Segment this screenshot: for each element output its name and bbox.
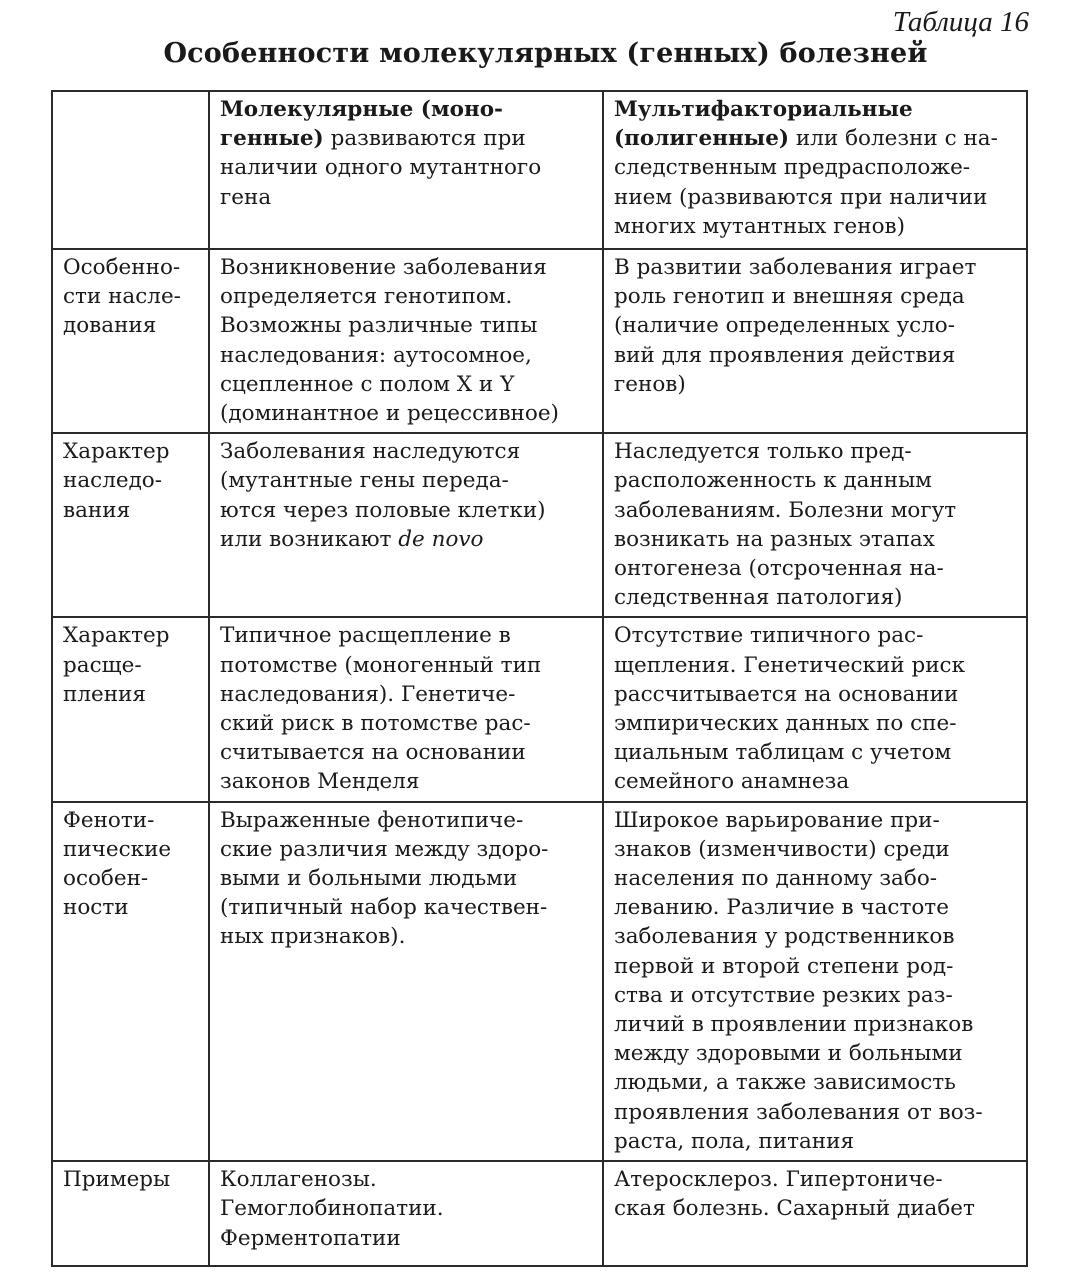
row-label-cell [52, 617, 209, 801]
monogenic-cell [209, 802, 603, 1161]
cell-line: Выраженные фенотипиче- [220, 807, 524, 833]
table-row [52, 1161, 1027, 1266]
header-monogenic-line: гена [220, 184, 272, 210]
cell-line: В развитии заболевания играет [614, 255, 977, 280]
cell-line: ных признаков). [220, 924, 406, 950]
table-number: Таблица 16 [892, 6, 1029, 38]
monogenic-cell [209, 249, 603, 433]
cell-line: (наличие определенных усло- [614, 313, 956, 339]
row-label-line: дования [63, 313, 157, 339]
header-multifactorial-text: или болезни с на- [789, 126, 998, 152]
table-header-row [52, 91, 1027, 249]
cell-line: Коллагенозы. [220, 1167, 377, 1193]
cell-line: рассчитывается на основании [614, 681, 959, 707]
cell-line: Гемоглобинопатии. [220, 1196, 444, 1222]
cell-line: наследования). Генетиче- [220, 681, 516, 707]
cell-line: потомстве (моногенный тип [220, 652, 542, 678]
cell-line: законов Менделя [220, 769, 420, 795]
multifactorial-cell [603, 617, 1027, 801]
cell-line: семейного анамнеза [614, 769, 850, 795]
cell-line: ские различия между здоро- [220, 836, 549, 862]
row-label-line: Особенно- [63, 255, 181, 280]
row-label-cell [52, 249, 209, 433]
comparison-table [51, 90, 1028, 1267]
header-multifactorial-line [614, 124, 1018, 153]
row-label-line: пления [63, 681, 146, 707]
table-row [52, 249, 1027, 433]
cell-line: раста, пола, питания [614, 1128, 855, 1154]
cell-line: роль генотип и внешняя среда [614, 284, 965, 310]
cell-line: щепления. Генетический риск [614, 652, 966, 678]
cell-line [220, 525, 594, 554]
cell-line: вий для проявления действия [614, 342, 956, 368]
cell-line: Ферментопатии [220, 1225, 401, 1251]
cell-line: Типичное расщепление в [220, 623, 511, 649]
row-label-line: сти насле- [63, 284, 181, 310]
header-monogenic-text: развиваются при [323, 126, 526, 152]
multifactorial-cell [603, 1161, 1027, 1266]
table-title: Особенности молекулярных (генных) болезней [163, 38, 928, 69]
cell-line: первой и второй степени род- [614, 953, 954, 979]
cell-line: эмпирических данных по спе- [614, 711, 957, 737]
cell-line: выми и больными людьми [220, 866, 518, 892]
cell-line: ства и отсутствие резких раз- [614, 982, 953, 1008]
cell-text: или возникают [220, 526, 399, 552]
monogenic-cell [209, 1161, 603, 1266]
monogenic-cell [209, 617, 603, 801]
header-multifactorial-line: многих мутантных генов) [614, 213, 906, 239]
cell-line: расположенность к данным [614, 468, 932, 494]
cell-line: (мутантные гены переда- [220, 468, 509, 494]
de-novo-term: de novo [398, 526, 484, 552]
cell-line: ский риск в потомстве рас- [220, 711, 531, 737]
cell-line: следственная патология) [614, 585, 903, 611]
cell-line: личий в проявлении признаков [614, 1012, 974, 1038]
cell-line: населения по данному забо- [614, 866, 938, 892]
header-multifactorial-line: следственным предрасположе- [614, 155, 971, 181]
row-label-line: наследо- [63, 468, 163, 494]
row-label-cell [52, 1161, 209, 1266]
cell-line: леванию. Различие в частоте [614, 895, 949, 921]
cell-line: онтогенеза (отсроченная на- [614, 556, 944, 582]
monogenic-cell [209, 433, 603, 617]
header-cell-multifactorial [603, 91, 1027, 249]
header-monogenic-line: наличии одного мутантного [220, 155, 542, 181]
header-multifactorial-bold: (полигенные) [614, 126, 790, 152]
cell-line: наследования: аутосомное, [220, 342, 532, 368]
cell-line: (доминантное и рецессивное) [220, 401, 559, 427]
table-row [52, 617, 1027, 801]
cell-line: ются через половые клетки) [220, 497, 546, 523]
row-label-line: Феноти- [63, 807, 155, 833]
multifactorial-cell [603, 802, 1027, 1161]
row-label-line: Примеры [63, 1167, 171, 1193]
header-multifactorial-line: нием (развиваются при наличии [614, 184, 988, 210]
header-monogenic-bold: генные) [220, 126, 324, 152]
cell-line: проявления заболевания от воз- [614, 1099, 983, 1125]
cell-line: ская болезнь. Сахарный диабет [614, 1196, 975, 1222]
row-label-cell [52, 802, 209, 1161]
row-label-line: пические [63, 836, 172, 862]
cell-line: сцепленное с полом X и Y [220, 371, 515, 397]
cell-line: Наследуется только пред- [614, 439, 912, 465]
cell-line: определяется генотипом. [220, 284, 513, 310]
table-row [52, 433, 1027, 617]
multifactorial-cell [603, 249, 1027, 433]
cell-line: людьми, а также зависимость [614, 1070, 956, 1096]
cell-line: заболеваниям. Болезни могут [614, 497, 957, 523]
header-multifactorial-line: Мультифакториальные [614, 97, 913, 122]
cell-line: заболевания у родственников [614, 924, 955, 950]
header-monogenic-line: Молекулярные (моно- [220, 97, 503, 122]
row-label-line: ности [63, 895, 129, 921]
row-label-line: вания [63, 497, 131, 523]
cell-line: Широкое варьирование при- [614, 807, 940, 833]
cell-line: Атеросклероз. Гипертониче- [614, 1167, 943, 1193]
row-label-cell [52, 433, 209, 617]
cell-line: Отсутствие типичного рас- [614, 623, 924, 649]
row-label-line: особен- [63, 866, 149, 892]
row-label-line: Характер [63, 439, 170, 465]
cell-line: возникать на разных этапах [614, 526, 935, 552]
cell-line: (типичный набор качествен- [220, 895, 548, 921]
header-monogenic-line [220, 124, 594, 153]
cell-line: Возникновение заболевания [220, 255, 547, 280]
row-label-line: расще- [63, 652, 142, 678]
cell-line: Возможны различные типы [220, 313, 538, 339]
cell-line: между здоровыми и больными [614, 1041, 963, 1067]
cell-line: знаков (изменчивости) среди [614, 836, 950, 862]
cell-line: генов) [614, 371, 686, 397]
cell-line: Заболевания наследуются [220, 439, 521, 465]
cell-line: считывается на основании [220, 740, 526, 766]
cell-line: циальным таблицам с учетом [614, 740, 952, 766]
table-row [52, 802, 1027, 1161]
header-cell-monogenic [209, 91, 603, 249]
header-cell-empty [52, 91, 209, 249]
row-label-line: Характер [63, 623, 170, 649]
multifactorial-cell [603, 433, 1027, 617]
